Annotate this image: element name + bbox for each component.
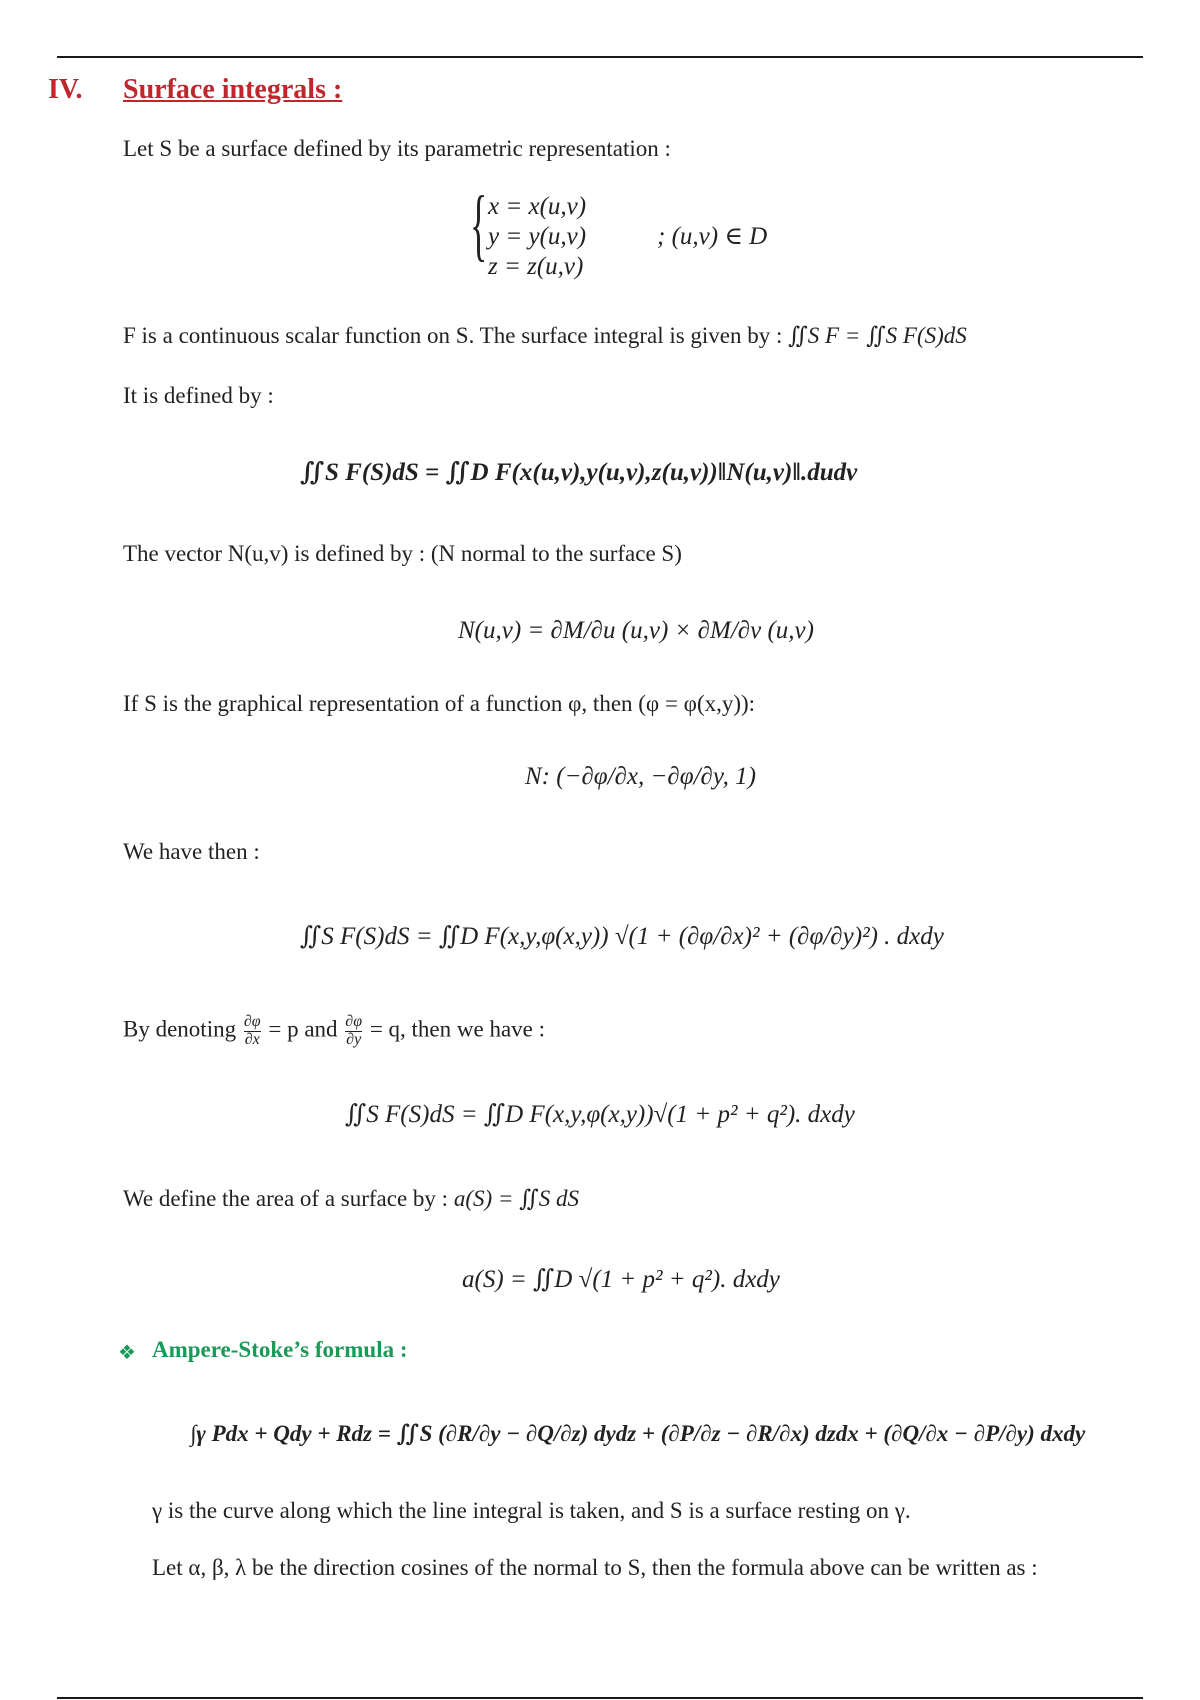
graph-integral-formula: ∬S F(S)dS = ∬D F(x,y,φ(x,y)) √(1 + (∂φ/∂x)² + (∂φ/∂y)²) . dxdy xyxy=(300,923,944,950)
have-then-paragraph: We have then : xyxy=(123,839,260,864)
system-brace: { xyxy=(470,181,488,269)
section-number: IV. xyxy=(48,74,83,105)
normal-vector-paragraph: The vector N(u,v) is defined by : (N normal to the surface S) xyxy=(123,541,682,566)
system-domain: ; (u,v) ∈ D xyxy=(657,223,768,250)
continuity-paragraph: F is a continuous scalar function on S. The surface integral is given by : ∬S F = ∬S F(S)dS xyxy=(123,323,967,348)
intro-paragraph: Let S be a surface defined by its parametric representation : xyxy=(123,136,671,161)
top-rule xyxy=(57,56,1143,58)
q-fraction: $\frac{\partial\varphi}{\partial y}$ xyxy=(345,1013,363,1048)
area-formula: a(S) = ∬D √(1 + p² + q²). dxdy xyxy=(462,1266,780,1293)
area-paragraph: We define the area of a surface by : a(S) = ∬S dS xyxy=(123,1186,580,1211)
system-line-1: x = x(u,v) xyxy=(488,193,587,220)
diamond-bullet-icon: ❖ xyxy=(118,1342,136,1364)
p-fraction: $\frac{\partial\varphi}{\partial x}$ xyxy=(243,1013,261,1048)
pq-integral-formula: ∬S F(S)dS = ∬D F(x,y,φ(x,y))√(1 + p² + q²). dxdy xyxy=(345,1101,855,1128)
direction-cosines-paragraph: Let α, β, λ be the direction cosines of the normal to S, then the formula above can be written as : xyxy=(152,1555,1038,1580)
normal-vector-formula: N(u,v) = ∂M/∂u (u,v) × ∂M/∂v (u,v) xyxy=(458,617,814,644)
graph-paragraph: If S is the graphical representation of a function φ, then (φ = φ(x,y)): xyxy=(123,691,756,716)
normal-graph-formula: N: (−∂φ/∂x, −∂φ/∂y, 1) xyxy=(525,763,756,790)
system-line-2: y = y(u,v) xyxy=(488,223,587,250)
stokes-formula: ∫γ Pdx + Qdy + Rdz = ∬S (∂R/∂y − ∂Q/∂z) dydz + (∂P/∂z − ∂R/∂x) dzdx + (∂Q/∂x − ∂P/∂y) dxdy xyxy=(190,1421,1086,1446)
defined-by-paragraph: It is defined by : xyxy=(123,383,274,408)
surface-integral-definition: ∬S F(S)dS = ∬D F(x(u,v),y(u,v),z(u,v))‖N(u,v)‖.dudv xyxy=(300,459,858,486)
curve-paragraph: γ is the curve along which the line integral is taken, and S is a surface resting on γ. xyxy=(152,1498,911,1523)
section-title: Surface integrals : xyxy=(123,74,343,105)
subsection-title: Ampere-Stoke’s formula : xyxy=(152,1337,408,1362)
bottom-rule xyxy=(57,1697,1143,1699)
system-line-3: z = z(u,v) xyxy=(488,253,584,280)
denoting-paragraph: By denoting $\frac{\partial\varphi}{\partial x}$ = p and $\frac{\partial\varphi}{\partial y}$ = q, then we have : xyxy=(123,1013,546,1048)
